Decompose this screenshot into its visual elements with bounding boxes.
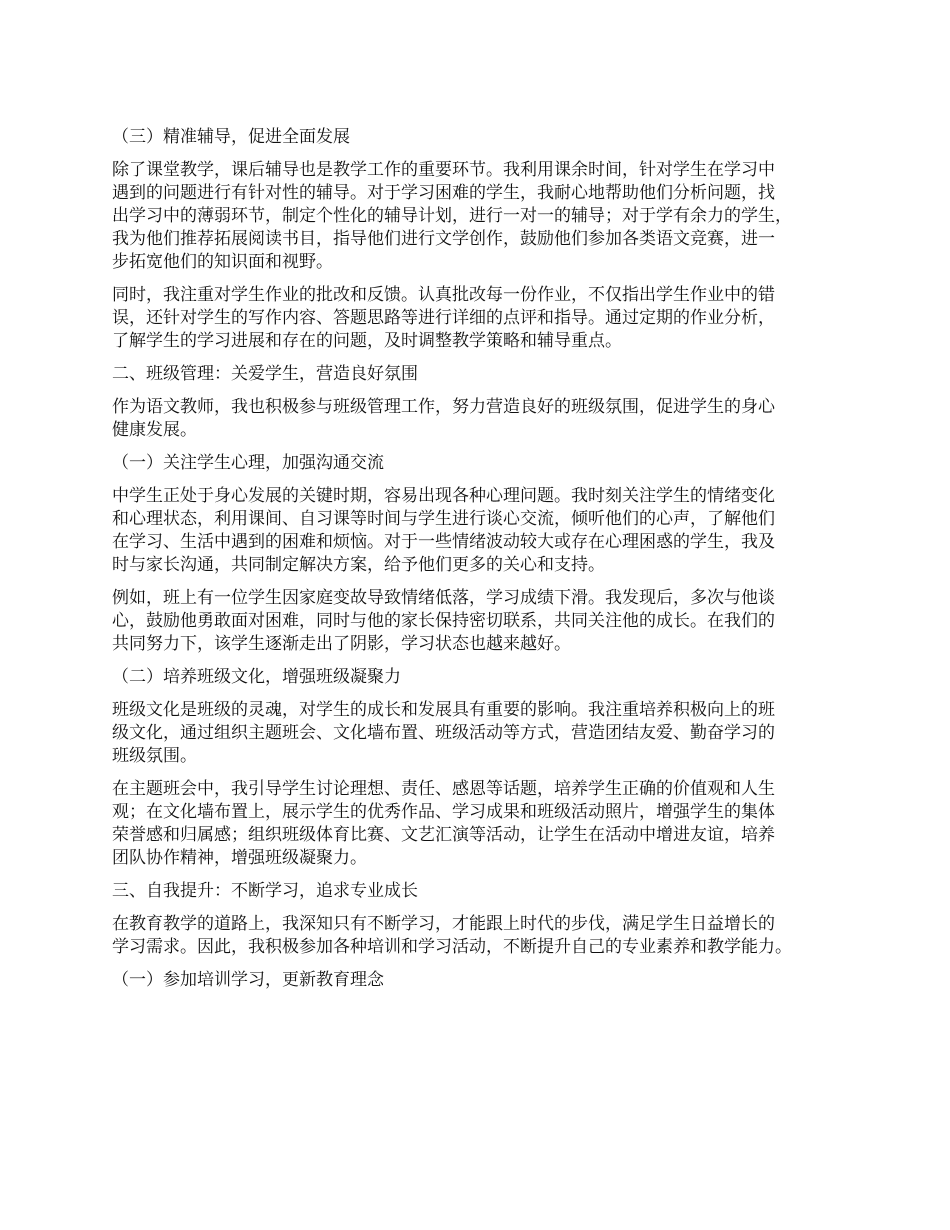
- paragraph-line: 在教育教学的道路上，我深知只有不断学习，才能跟上时代的步伐，满足学生日益增长的: [112, 914, 775, 934]
- paragraph-line: 学习需求。因此，我积极参加各种培训和学习活动，不断提升自己的专业素养和教学能力。: [112, 937, 792, 957]
- paragraph-line: 心，鼓励他勇敢面对困难，同时与他的家长保持密切联系，共同关注他的成长。在我们的: [112, 611, 775, 631]
- section-heading-student-psychology: [112, 452, 840, 475]
- paragraph-line: 观；在文化墙布置上，展示学生的优秀作品、学习成果和班级活动照片，增强学生的集体: [112, 802, 775, 822]
- paragraph-example: [112, 587, 840, 656]
- paragraph-line: 作为语文教师，我也积极参与班级管理工作，努力营造良好的班级氛围，促进学生的身心: [112, 397, 775, 417]
- paragraph-line: 和心理状态，利用课间、自习课等时间与学生进行谈心交流，倾听他们的心声，了解他们: [112, 509, 775, 529]
- document-page: [112, 126, 840, 1002]
- heading-line: 二、班级管理：关爱学生，营造良好氛围: [112, 364, 418, 384]
- paragraph-homework-feedback: [112, 284, 840, 353]
- paragraph-self-improvement: [112, 913, 840, 959]
- paragraph-line: 班级文化是班级的灵魂，对学生的成长和发展具有重要的影响。我注重培养积极向上的班: [112, 700, 775, 720]
- heading-line: 三、自我提升：不断学习，追求专业成长: [112, 881, 418, 901]
- heading-line: （三）精准辅导，促进全面发展: [112, 127, 350, 147]
- paragraph-line: 团队协作精神，增强班级凝聚力。: [112, 848, 367, 868]
- paragraph-psychology: [112, 485, 840, 577]
- section-heading-class-management: [112, 363, 840, 386]
- paragraph-line: 步拓宽他们的知识面和视野。: [112, 252, 333, 272]
- section-heading-self-improvement: [112, 880, 840, 903]
- paragraph-line: 健康发展。: [112, 420, 197, 440]
- paragraph-line: 同时，我注重对学生作业的批改和反馈。认真批改每一份作业，不仅指出学生作业中的错: [112, 285, 775, 305]
- heading-line: （二）培养班级文化，增强班级凝聚力: [112, 667, 401, 687]
- paragraph-line: 除了课堂教学，课后辅导也是教学工作的重要环节。我利用课余时间，针对学生在学习中: [112, 160, 775, 180]
- paragraph-line: 了解学生的学习进展和存在的问题，及时调整教学策略和辅导重点。: [112, 331, 622, 351]
- section-heading-training: [112, 969, 840, 992]
- paragraph-theme-meetings: [112, 778, 840, 870]
- paragraph-line: 级文化，通过组织主题班会、文化墙布置、班级活动等方式，营造团结友爱、勤奋学习的: [112, 723, 775, 743]
- paragraph-line: 我为他们推荐拓展阅读书目，指导他们进行文学创作，鼓励他们参加各类语文竞赛，进一: [112, 229, 775, 249]
- heading-line: （一）参加培训学习，更新教育理念: [112, 970, 384, 990]
- paragraph-line: 遇到的问题进行有针对性的辅导。对于学习困难的学生，我耐心地帮助他们分析问题，找: [112, 183, 775, 203]
- section-heading-class-culture: [112, 666, 840, 689]
- paragraph-class-management-intro: [112, 396, 840, 442]
- paragraph-line: 荣誉感和归属感；组织班级体育比赛、文艺汇演等活动，让学生在活动中增进友谊，培养: [112, 825, 775, 845]
- paragraph-line: 中学生正处于身心发展的关键时期，容易出现各种心理问题。我时刻关注学生的情绪变化: [112, 486, 775, 506]
- paragraph-line: 时与家长沟通，共同制定解决方案，给予他们更多的关心和支持。: [112, 555, 605, 575]
- heading-line: （一）关注学生心理，加强沟通交流: [112, 453, 384, 473]
- paragraph-line: 出学习中的薄弱环节，制定个性化的辅导计划，进行一对一的辅导；对于学有余力的学生，: [112, 206, 792, 226]
- section-heading-precise-tutoring: [112, 126, 840, 149]
- paragraph-line: 例如，班上有一位学生因家庭变故导致情绪低落，学习成绩下滑。我发现后，多次与他谈: [112, 588, 775, 608]
- paragraph-line: 误，还针对学生的写作内容、答题思路等进行详细的点评和指导。通过定期的作业分析，: [112, 308, 775, 328]
- paragraph-line: 共同努力下，该学生逐渐走出了阴影，学习状态也越来越好。: [112, 634, 571, 654]
- paragraph-class-culture: [112, 699, 840, 768]
- paragraph-line: 在学习、生活中遇到的困难和烦恼。对于一些情绪波动较大或存在心理困惑的学生，我及: [112, 532, 775, 552]
- paragraph-line: 班级氛围。: [112, 746, 197, 766]
- paragraph-after-class-tutoring: [112, 159, 840, 274]
- paragraph-line: 在主题班会中，我引导学生讨论理想、责任、感恩等话题，培养学生正确的价值观和人生: [112, 779, 775, 799]
